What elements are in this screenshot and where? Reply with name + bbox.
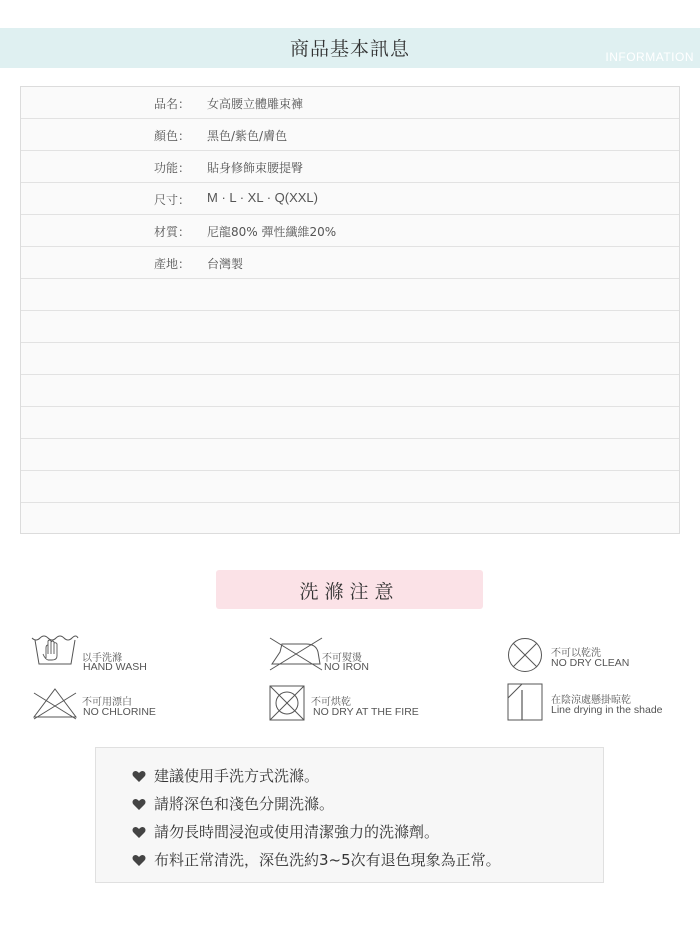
info-table	[20, 86, 680, 534]
care-label-zh: 不可熨燙	[322, 653, 362, 664]
row-label: 尺寸：	[154, 193, 191, 207]
note-item	[132, 821, 439, 842]
heart-icon	[132, 798, 146, 811]
info-header	[0, 28, 700, 68]
table-row	[21, 151, 679, 183]
care-label-en: NO IRON	[324, 661, 369, 673]
care-label-en: NO DRY CLEAN	[551, 657, 630, 669]
no-tumble-dry-icon	[268, 684, 306, 722]
wash-title: 洗滌注意	[299, 581, 400, 603]
care-label-en: Line drying in the shade	[551, 704, 663, 716]
table-row-empty	[21, 343, 679, 375]
table-row-empty	[21, 407, 679, 439]
wash-notes-box	[95, 747, 604, 883]
note-item	[132, 793, 334, 814]
heart-icon	[132, 826, 146, 839]
note-text: 請將深色和淺色分開洗滌。	[154, 795, 335, 813]
heart-icon	[132, 854, 146, 867]
note-text: 建議使用手洗方式洗滌。	[154, 767, 320, 785]
table-row	[21, 183, 679, 215]
no-dry-clean-icon	[506, 636, 544, 674]
care-label-zh: 以手洗滌	[82, 653, 122, 664]
care-label-en: NO DRY AT THE FIRE	[313, 706, 419, 718]
care-label-en: NO CHLORINE	[83, 706, 156, 718]
care-label-zh: 不可烘乾	[311, 697, 351, 708]
table-row	[21, 247, 679, 279]
no-iron-icon	[268, 632, 324, 672]
care-item-no-dry-clean	[506, 636, 696, 676]
row-value: 女高腰立體雕束褲	[207, 97, 304, 111]
row-label: 產地：	[154, 257, 191, 271]
line-dry-shade-icon	[506, 682, 544, 722]
care-label-en: HAND WASH	[83, 661, 147, 673]
care-item-no-chlorine	[30, 685, 230, 725]
row-label: 材質：	[154, 225, 191, 239]
info-title: 商品基本訊息	[289, 38, 410, 60]
table-row	[21, 87, 679, 119]
row-value: 尼龍80% 彈性纖維20%	[207, 225, 337, 239]
table-row	[21, 215, 679, 247]
no-chlorine-icon	[30, 685, 80, 721]
row-value: M · L · XL · Q(XXL)	[207, 190, 318, 205]
table-row-empty	[21, 279, 679, 311]
note-item	[132, 849, 501, 870]
note-text: 請勿長時間浸泡或使用清潔強力的洗滌劑。	[154, 823, 440, 841]
care-item-no-iron	[268, 632, 468, 676]
row-label: 功能：	[154, 161, 191, 175]
care-label-zh: 不可用漂白	[82, 697, 132, 708]
care-item-hand-wash	[30, 632, 230, 676]
hand-wash-icon	[30, 632, 80, 668]
note-item	[132, 765, 319, 786]
row-value: 貼身修飾束腰提臀	[207, 161, 304, 175]
care-label-zh: 不可以乾洗	[551, 648, 601, 659]
note-text: 布料正常清洗，深色洗約3~5次有退色現象為正常。	[154, 851, 501, 869]
wash-header	[216, 570, 483, 609]
info-subtitle: INFORMATION	[605, 50, 694, 64]
table-row	[21, 119, 679, 151]
care-label-zh: 在陰涼處懸掛晾乾	[551, 695, 631, 706]
row-value: 台灣製	[207, 257, 244, 271]
care-item-line-dry-shade	[506, 682, 696, 722]
row-label: 顏色：	[154, 129, 191, 143]
heart-icon	[132, 770, 146, 783]
table-row-empty	[21, 471, 679, 503]
row-label: 品名：	[154, 97, 191, 111]
table-row-empty	[21, 503, 679, 535]
row-value: 黑色/紫色/膚色	[207, 129, 288, 143]
table-row-empty	[21, 311, 679, 343]
table-row-empty	[21, 439, 679, 471]
care-item-no-tumble-dry	[268, 684, 468, 724]
table-row-empty	[21, 375, 679, 407]
